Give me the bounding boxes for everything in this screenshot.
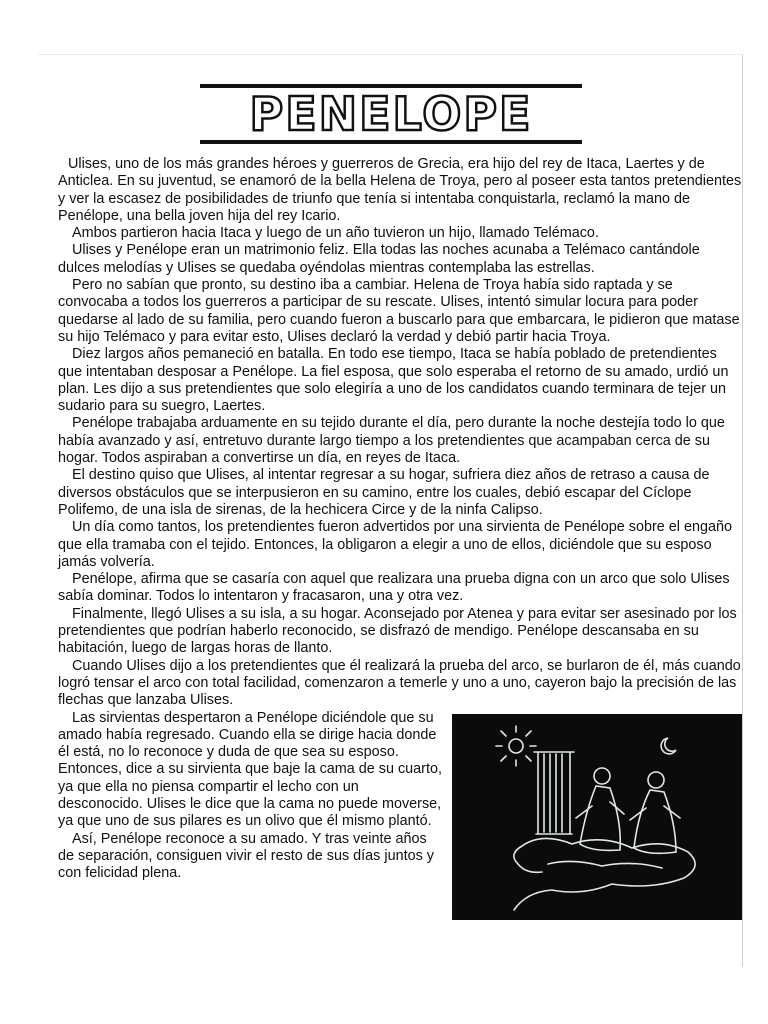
paragraph-4: Pero no sabían que pronto, su destino iba a cambiar. Helena de Troya había sido raptada y se convocaba a todos los guerreros a participar de su rescate. Ulises, intentó simular locura para poder quedarse al lado de su familia, pero cuando fueron a buscarlo para que embarcara, le pidieron que matase su hijo Telémaco y para evitar esto, Ulises declaró la verdad y debió partir hacia Troya. bbox=[58, 277, 740, 345]
paragraph-8: Un día como tantos, los pretendientes fueron advertidos por una sirvienta de Penélope sobre el engaño que ella tramaba con el tejido. Entonces, la obligaron a elegir a uno de ellos, diciéndole que su esposo jamás volvería. bbox=[58, 519, 733, 570]
paragraph-5: Diez largos años pemaneció en batalla. En todo ese tiempo, Itaca se había poblado de pretendientes que intentaban desposar a Penélope. La fiel esposa, que solo esperaba el retorno de su amado, urdió un plan. Les dijo a sus pretendientes que solo elegiría a uno de los candidatos cuando terminara de tejer un sudario para su suegro, Laertes. bbox=[58, 346, 729, 415]
paragraph-6: Penélope trabajaba arduamente en su tejido durante el día, pero durante la noche destejía todo lo que había avanzado y así, entretuvo durante largo tiempo a los pretendientes que acampaban cerca de su hogar. Todos aspiraban a convertirse un día, en reyes de Itaca. bbox=[58, 415, 725, 467]
paragraph-1: Ulises, uno de los más grandes héroes y guerreros de Grecia, era hijo del rey de Itaca, Laertes y de Anticlea. En su juventud, se enamoró de la bella Helena de Troya, pero al poseer esta tantos pretendientes y ver la escasez de posibilidades de triunfo que tenía si intentaba conquistarla, reclamó la mano de Penélope, una bella joven hija del rey Icario. bbox=[58, 156, 742, 224]
paragraph-2: Ambos partieron hacia Itaca y luego de un año tuvieron un hijo, llamado Telémaco. bbox=[72, 225, 599, 242]
paragraph-13: Así, Penélope reconoce a su amado. Y tras veinte años de separación, consiguen vivir el resto de sus días juntos y con felicidad plena. bbox=[58, 830, 434, 882]
moon-icon bbox=[661, 738, 676, 754]
paragraph-7: El destino quiso que Ulises, al intentar regresar a su hogar, sufriera diez años de retraso a causa de diversos obstáculos que se interpusieron en su camino, entre los cuales, debió escapar del Cíclope Polifemo, de una isla de sirenas, de la hechicera Circe y de la ninfa Calipso. bbox=[58, 467, 710, 518]
story-text bbox=[58, 156, 742, 920]
paragraph-3: Ulises y Penélope eran un matrimonio feliz. Ella todas las noches acunaba a Telémaco cantándole dulces melodías y Ulises se quedaba oyéndolas mientras contemplaba las estrellas. bbox=[58, 242, 700, 276]
penelope-weaving-illustration bbox=[452, 714, 742, 920]
loom-icon bbox=[534, 752, 574, 834]
page-title: PENELOPE bbox=[249, 87, 533, 141]
title-banner bbox=[200, 84, 582, 144]
paragraph-10: Finalmente, llegó Ulises a su isla, a su hogar. Aconsejado por Atenea y para evitar ser asesinado por los pretendientes que podrían haberlo reconocido, se disfrazó de mendigo. Penélope descansaba en su habitación, luego de largas horas de llanto. bbox=[58, 605, 737, 657]
paragraph-11: Cuando Ulises dijo a los pretendientes que él realizará la prueba del arco, se burlaron de él, más cuando logró tensar el arco con total facilidad, comenzaron a temerle y uno a uno, cayeron bajo la precisión de las flechas que lanzaba Ulises. bbox=[58, 657, 741, 709]
illustration-drawing bbox=[452, 714, 742, 920]
sun-icon bbox=[509, 739, 523, 753]
paragraph-12: Las sirvientas despertaron a Penélope diciéndole que su amado había regresado. Cuando ella se dirige hacia donde él está, no lo reconoce y duda de que sea su esposo. Entonces, dice a su sirvienta que baje la cama de su cuarto, ya que ella no piensa compartir el lecho con un desconocido. Ulises le dice que la cama no puede moverse, ya que uno de sus pilares es un olivo que él mismo plantó. bbox=[58, 709, 442, 830]
paragraph-9: Penélope, afirma que se casaría con aquel que realizara una prueba digna con un arco que solo Ulises sabía dominar. Todos lo intentaron y fracasaron, una y otra vez. bbox=[58, 571, 730, 605]
